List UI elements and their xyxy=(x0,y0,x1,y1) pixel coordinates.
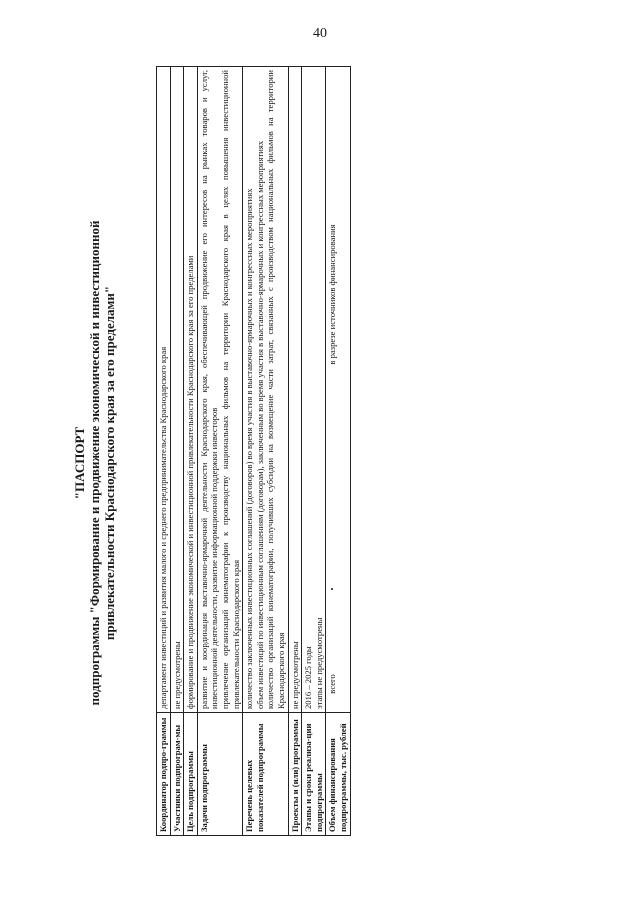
row-value: формирование и продвижение экономической и инвестиционной привлекательности Краснодарского края за его пределами xyxy=(184,67,198,713)
financing-dot: • xyxy=(327,587,338,591)
financing-label: Объем финансирования подпрограммы, тыс. рублей xyxy=(326,713,350,836)
table-row xyxy=(170,67,184,836)
financing-value xyxy=(326,67,350,713)
financing-total-header: всего xyxy=(327,674,338,694)
row-label: Задачи подпрограммы xyxy=(197,713,242,836)
table-row xyxy=(197,67,242,836)
table-row xyxy=(326,67,350,836)
row-value: количество заключенных инвестиционных соглашений (договоров) во время участия в выставочно-ярмарочных и конгрессных мероприятиях объем инвестиций по инвестиционным соглашениям (договорам), заключенным во время участия в выставочно-ярмарочных и конгрессных мероприятиях количество организаций кинематографии, получивших субсидии на возмещение части затрат, связанных с производством национальных фильмов на территории Краснодарского края xyxy=(243,67,288,713)
heading-line-1: "ПАСПОРТ xyxy=(72,426,87,500)
row-value: департамент инвестиций и развития малого и среднего предпринимательства Краснодарского края xyxy=(157,67,171,713)
passport-table xyxy=(156,66,351,836)
rotated-content xyxy=(72,68,582,858)
table-row xyxy=(184,67,198,836)
table-row xyxy=(288,67,302,836)
row-value: не предусмотрены xyxy=(170,67,184,713)
row-label: Координатор подпро-граммы xyxy=(157,713,171,836)
row-value: 2016 – 2025 годы этапы не предусмотрены xyxy=(302,67,326,713)
row-value: не предусмотрены xyxy=(288,67,302,713)
heading-line-3: привлекательности Краснодарского края за его пределами" xyxy=(102,285,117,641)
table-row xyxy=(243,67,288,836)
table-row xyxy=(157,67,171,836)
row-value: развитие и координация выставочно-ярмарочной деятельности Краснодарского края, обеспечивающей продвижение его интересов на рынках товаров и услуг, инвестиционной деятельности, развитие информационной поддержки инвесторов привлечение организаций кинематографии к производству национальных фильмов на территории Краснодарского края в целях повышения инвестиционной привлекательности Краснодарского края xyxy=(197,67,242,713)
row-label: Перечень целевых показателей подпрограммы xyxy=(243,713,288,836)
financing-breakdown-header: в разрезе источников финансирования xyxy=(327,224,338,365)
page-number: 40 xyxy=(313,26,327,41)
table-row xyxy=(302,67,326,836)
row-label: Проекты и (или) программы xyxy=(288,713,302,836)
document-heading xyxy=(72,68,117,858)
heading-line-2: подпрограммы "Формирование и продвижение экономической и инвестиционной xyxy=(87,220,102,706)
row-label: Цель подпрограммы xyxy=(184,713,198,836)
financing-header xyxy=(327,70,338,709)
row-label: Этапы и сроки реализа-ции подпрограммы xyxy=(302,713,326,836)
row-label: Участники подпрограм-мы xyxy=(170,713,184,836)
